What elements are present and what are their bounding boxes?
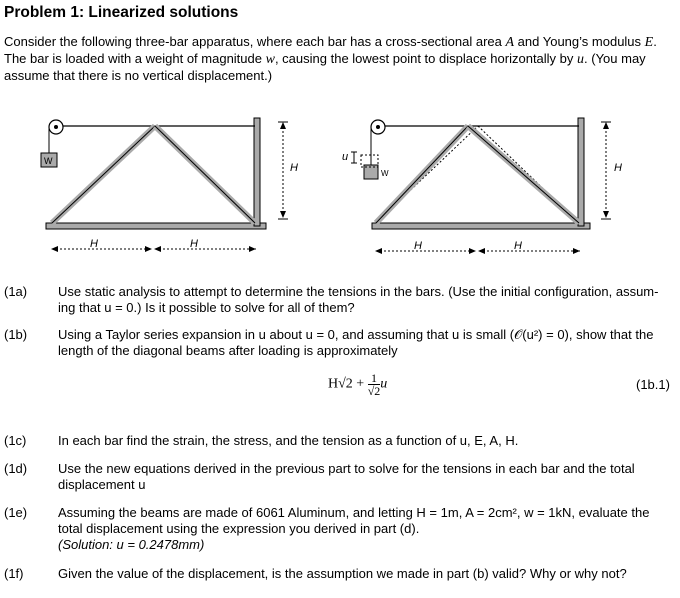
dim-H-bottom-left-b: H <box>190 238 198 250</box>
intro-text: Consider the following three-bar apparatus, where each bar has a cross-sectional area <box>4 34 506 49</box>
part-text-1d-line1: Use the new equations derived in the previous part to solve for the tensions in each bar and the total <box>58 461 635 476</box>
dim-H-bottom-right-a: H <box>414 240 422 252</box>
part-label-1d: (1d) <box>4 461 28 476</box>
diagonal-bar-left-outline <box>376 126 468 223</box>
part-text-1e-line1: Assuming the beams are made of 6061 Aluminum, and letting H = 1m, A = 2cm², w = 1kN, evaluate the <box>58 505 650 520</box>
ground-left <box>46 223 266 229</box>
var-w: w <box>265 52 275 67</box>
dim-H-vertical-right: H <box>614 162 622 174</box>
intro-text: , causing the lowest point to displace horizontally by <box>274 51 578 66</box>
left-apparatus <box>41 118 298 250</box>
dim-H-vertical-left: H <box>290 162 298 174</box>
fraction-denominator: √2 <box>367 384 381 398</box>
equation-number: (1b.1) <box>636 377 670 392</box>
part-text-1b-line2: length of the diagonal beams after loading is approximately <box>58 343 398 358</box>
part-label-1f: (1f) <box>4 566 24 581</box>
weight-label-left: W <box>44 156 53 166</box>
wall-right <box>578 118 584 226</box>
part-text-1e-solution: (Solution: u = 0.2478mm) <box>58 537 205 552</box>
equation-fraction <box>368 372 381 397</box>
part-text-1b-line1: Using a Taylor series expansion in u about u = 0, and assuming that u is small (𝒪(u²) = 0), show that the <box>58 327 654 342</box>
equation-var-u: u <box>380 376 388 392</box>
intro-text: and Young’s modulus <box>514 34 645 49</box>
part-label-1c: (1c) <box>4 433 27 448</box>
right-apparatus <box>342 118 622 252</box>
displacement-u-label: u <box>342 151 349 163</box>
pulley-axle-icon <box>376 125 380 129</box>
part-text-1a: Use static analysis to attempt to determine the tensions in the bars. (Use the initial configuration, assum-ing that u = 0.) Is it possible to solve for all of them? <box>58 284 659 315</box>
part-label-1a: (1a) <box>4 284 28 299</box>
intro-text: . The bar is loaded with a weight of magnitude <box>4 34 657 66</box>
diagonal-bar-left-outline <box>52 126 155 223</box>
intro-text: . (You may assume that there is no vertical displacement.) <box>4 51 646 83</box>
part-text-1d-line2: displacement u <box>58 477 146 492</box>
problem-title: Problem 1: Linearized solutions <box>4 4 239 21</box>
three-bar-figure <box>0 108 680 260</box>
dim-H-bottom-left-a: H <box>90 238 98 250</box>
var-A: A <box>505 35 515 50</box>
wall-left <box>254 118 260 226</box>
part-text-1c: In each bar find the strain, the stress, and the tension as a function of u, E, A, H. <box>58 433 519 448</box>
var-E: E <box>644 35 654 50</box>
diagonal-bar-right-outline <box>155 126 255 223</box>
equation-lhs: H√2 + <box>328 376 368 392</box>
equation-1b1 <box>328 372 387 397</box>
part-label-1b: (1b) <box>4 327 28 342</box>
var-u: u <box>577 52 585 67</box>
pulley-axle-icon <box>54 125 58 129</box>
fraction-numerator: 1 <box>368 372 381 385</box>
intro-paragraph <box>4 34 674 84</box>
weight-label-right: W <box>381 169 389 178</box>
ground-right <box>372 223 590 229</box>
part-label-1e: (1e) <box>4 505 28 520</box>
part-text-1e-line2: total displacement using the expression you derived in part (d). <box>58 521 420 536</box>
part-text-1f: Given the value of the displacement, is the assumption we made in part (b) valid? Why or why not? <box>58 566 627 581</box>
diagonal-bar-right-outline <box>468 126 579 223</box>
dim-H-bottom-right-b: H <box>514 240 522 252</box>
